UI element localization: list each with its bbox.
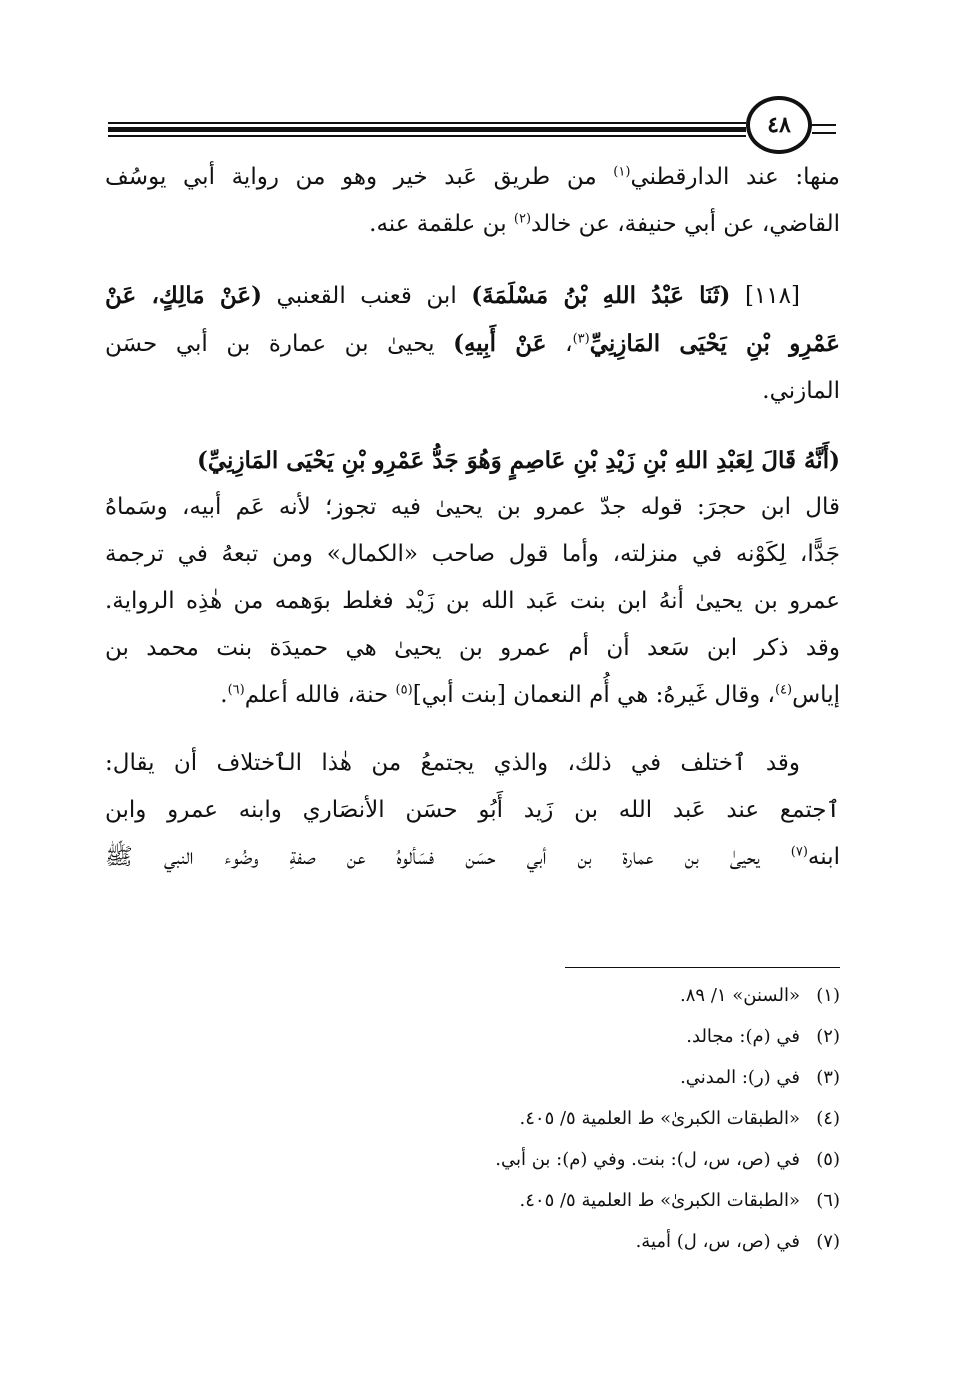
text-line: منها: عند الدارقطني$^{(١)}$ من طريق عَبد خير وهو من رواية أبي يوسُف — [105, 164, 840, 190]
footnote — [300, 1139, 840, 1180]
footnote-ref[interactable]: (١) — [613, 164, 631, 180]
matn-text: عَمْرِو بْنِ يَحْيَى المَازِنِيِّ — [589, 330, 841, 357]
footnote-ref[interactable]: (٣) — [572, 331, 590, 347]
footnote — [300, 1180, 840, 1221]
footnote-ref[interactable]: (٥) — [395, 682, 413, 698]
matn-text: (أَنَّهُ قَالَ لِعَبْدِ اللهِ بْنِ زَيْدِ بْنِ عَاصِمٍ وَهُوَ جَدُّ عَمْرِو بْنِ يَحْيَى المَازِنِيِّ) — [196, 447, 840, 474]
text-line: عَمْرِو بْنِ يَحْيَى المَازِنِيِّ$^{(٣)}$، عَنْ أَبِيهِ) يحيىٰ بن عمارة بن أبي حسَن — [105, 330, 841, 357]
hadith-number: [١١٨] — [730, 283, 800, 309]
header-rule — [108, 122, 746, 124]
text-line: إياس$^{(٤)}$، وقال غَيرهُ: هي أُم النعمان [بنت أبي]$^{(٥)}$ حنة، فالله أعلم$^{(٦)}$. — [220, 682, 840, 708]
header-rule-thick — [108, 127, 746, 132]
footnotes-list — [300, 975, 840, 1262]
footnote-ref[interactable]: (٢) — [513, 211, 532, 227]
footnote-number: (٤) — [816, 1108, 840, 1129]
text-line: المازني. — [762, 378, 840, 404]
text-line: جَدًّا، لِكَوْنه في منزلته، وأما قول صاحب «الكمال» ومن تبعهُ في ترجمة — [105, 541, 841, 567]
page-number: ٤٨ — [746, 96, 812, 154]
text-line: ابنه$^{(٧)}$ يحيىٰ بن عمارة بن أبي حسَن فسَألوهُ عن صفةِ وضُوء النبي ﷺ — [105, 844, 840, 870]
matn-text: (ثَنَا عَبْدُ اللهِ بْنُ مَسْلَمَةَ) — [471, 282, 731, 309]
footnote — [300, 1098, 840, 1139]
footnote — [300, 975, 840, 1016]
header-rule-end — [812, 124, 836, 134]
paragraph — [105, 154, 840, 248]
matn-text: (عَنْ مَالِكٍ، عَنْ — [105, 282, 262, 309]
footnote-ref[interactable]: (٧) — [790, 844, 808, 860]
text-line: وقد ٱختلف في ذلك، والذي يجتمعُ من هٰذا الٱختلاف أن يقال: — [105, 750, 800, 776]
text-line: ٱجتمع عند عَبد الله بن زَيد أَبُو حسَن الأنصَاري وابنه عمرو وابن — [105, 797, 840, 823]
header-rule — [108, 135, 746, 137]
footnote-text: «الطبقات الكبرىٰ» ط العلمية ٥/ ٤٠٥. — [519, 1108, 800, 1129]
footnote — [300, 1057, 840, 1098]
hadith-paragraph — [105, 272, 840, 415]
text-line: عمرو بن يحيىٰ أنهُ ابن بنت عَبد الله بن زَيْد فغلط بوَهمه من هٰذِه الرواية. — [105, 588, 840, 614]
footnote-number: (٢) — [816, 1026, 840, 1047]
footnote-number: (٥) — [816, 1149, 840, 1170]
footnote — [300, 1221, 840, 1262]
footnote — [300, 1016, 840, 1057]
footnote-text: «الطبقات الكبرىٰ» ط العلمية ٥/ ٤٠٥. — [519, 1190, 800, 1211]
footnote-text: في (ر): المدني. — [680, 1067, 800, 1088]
footnote-ref[interactable]: (٦) — [227, 682, 245, 698]
footnote-number: (١) — [816, 985, 840, 1006]
text-line: [١١٨] (ثَنَا عَبْدُ اللهِ بْنُ مَسْلَمَةَ) ابن قعنب القعنبي (عَنْ مَالِكٍ، عَنْ — [105, 282, 800, 309]
footnote-ref[interactable]: (٤) — [774, 682, 793, 698]
footnote-number: (٣) — [816, 1067, 840, 1088]
text-line: قال ابن حجرَ: قوله جدّ عمرو بن يحيىٰ فيه تجوز؛ لأنه عَم أبيه، وسَماهُ — [105, 494, 840, 520]
footnote-text: «السنن» ١/ ٨٩. — [680, 985, 800, 1006]
footnote-number: (٧) — [816, 1231, 840, 1252]
commentary-paragraph — [105, 740, 840, 881]
footnote-text: في (م): مجالد. — [686, 1026, 800, 1047]
text-line: وقد ذكر ابن سَعد أن أم عمرو بن يحيىٰ هي حميدَة بنت محمد بن — [105, 635, 840, 661]
footnote-number: (٦) — [816, 1190, 840, 1211]
footnote-text: في (ص، س، ل): بنت. وفي (م): بن أبي. — [495, 1149, 800, 1170]
footnote-separator — [565, 967, 840, 968]
matn-text: عَنْ أَبِيهِ) — [453, 330, 547, 357]
text-line: القاضي، عن أبي حنيفة، عن خالد$^{(٢)}$ بن علقمة عنه. — [369, 211, 840, 237]
footnote-text: في (ص، س، ل) أمية. — [635, 1231, 800, 1252]
commentary-paragraph — [105, 437, 840, 719]
